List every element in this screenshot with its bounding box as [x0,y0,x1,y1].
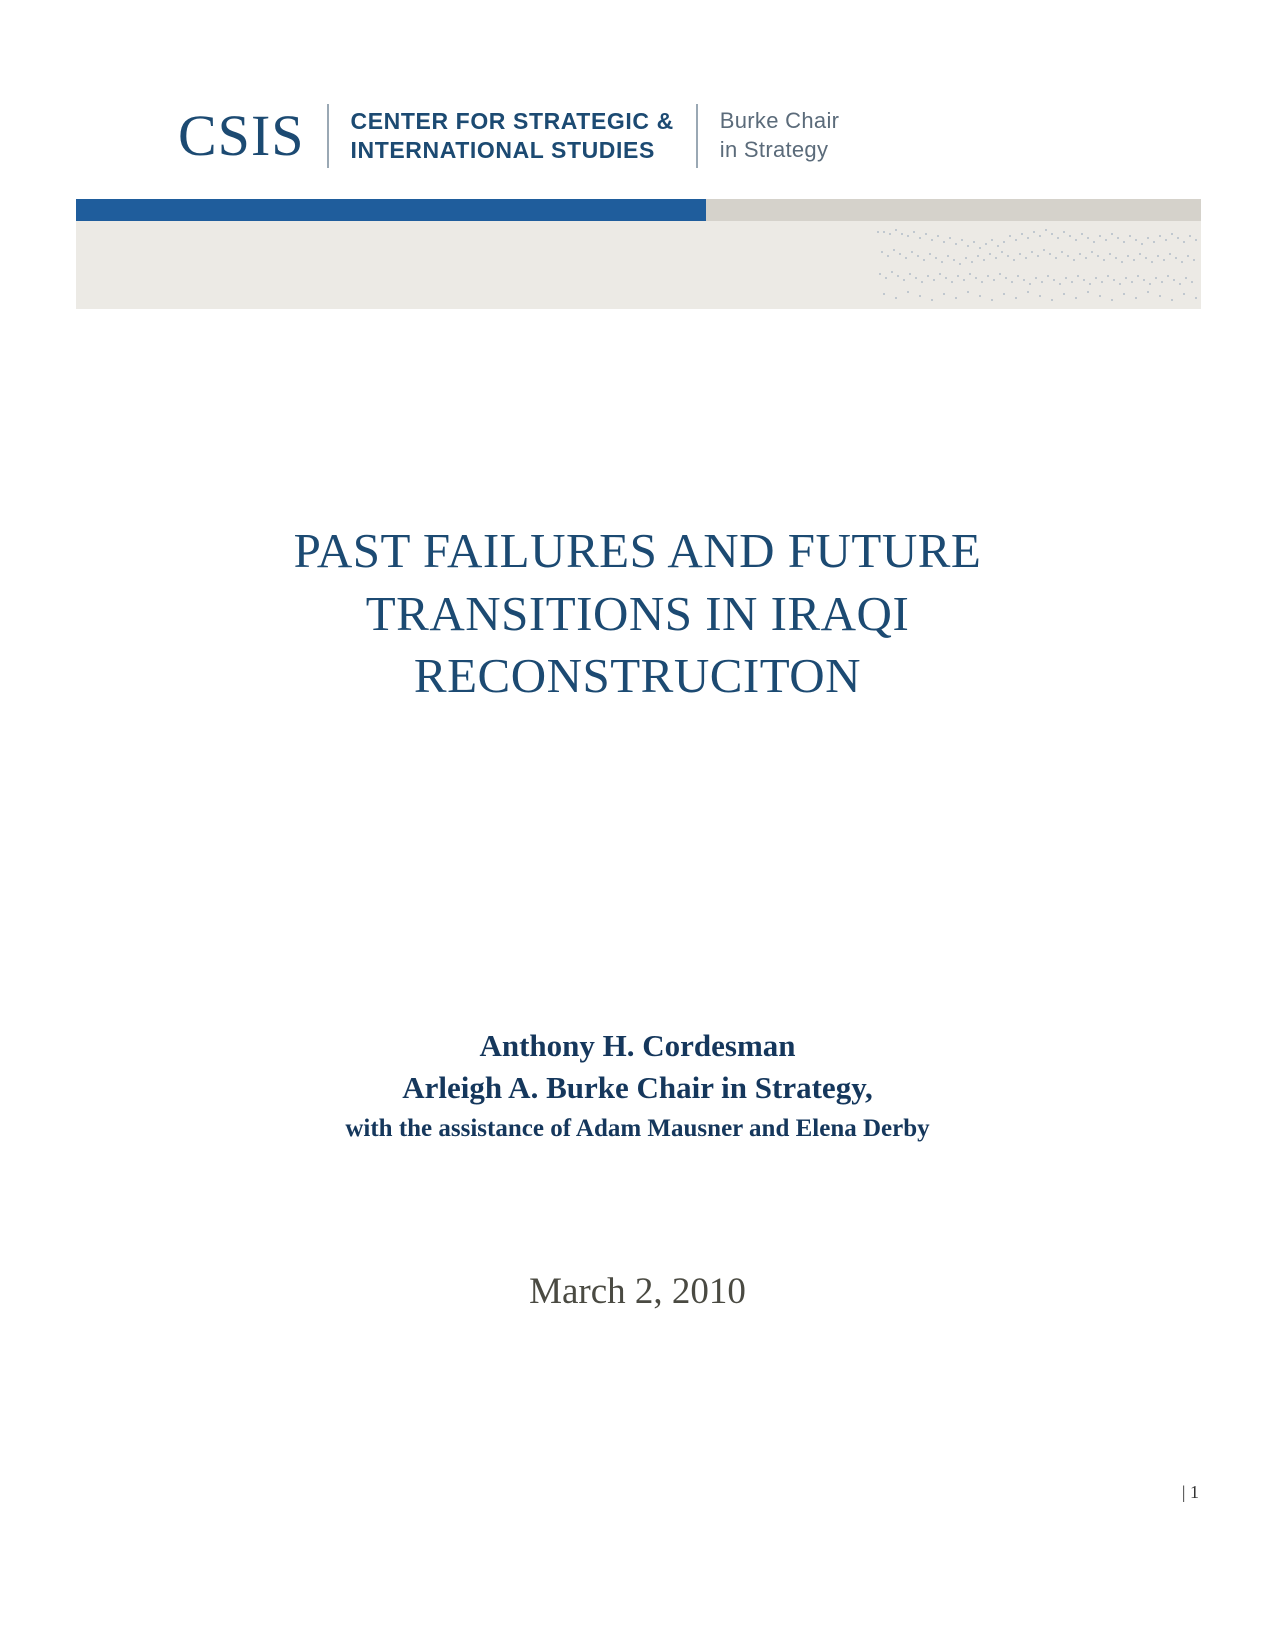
logo-divider-2 [696,104,698,168]
organization-name-line2: INTERNATIONAL STUDIES [350,137,655,163]
document-title-line2: TRANSITIONS IN IRAQI [365,585,910,641]
author-name: Anthony H. Cordesman [479,1028,796,1063]
header-accent-bar-blue [76,199,706,221]
world-map-dots-graphic [871,221,1201,309]
document-header [0,0,1275,320]
csis-wordmark: CSIS [178,103,305,168]
page-number: | 1 [1181,1482,1199,1502]
author-block [0,1025,1275,1146]
logo-divider-1 [327,104,329,168]
program-name-line2: in Strategy [719,137,829,162]
document-title-line3: RECONSTRUCITON [413,648,862,704]
organization-name [351,107,696,166]
organization-name-line1: CENTER FOR STRATEGIC & [350,107,674,134]
csis-logo-lockup [178,96,839,176]
header-accent-bar-gray [706,199,1201,221]
program-name [720,107,839,164]
document-title [228,520,1048,708]
author-role: Arleigh A. Burke Chair in Strategy, [402,1069,873,1105]
publication-date: March 2, 2010 [529,1271,746,1312]
document-title-line1: PAST FAILURES AND FUTURE [293,523,982,578]
page-title [0,520,1275,708]
author-assistance: with the assistance of Adam Mausner and Elena Derby [345,1114,930,1142]
program-name-line1: Burke Chair [719,108,840,134]
header-panel [76,221,1201,309]
